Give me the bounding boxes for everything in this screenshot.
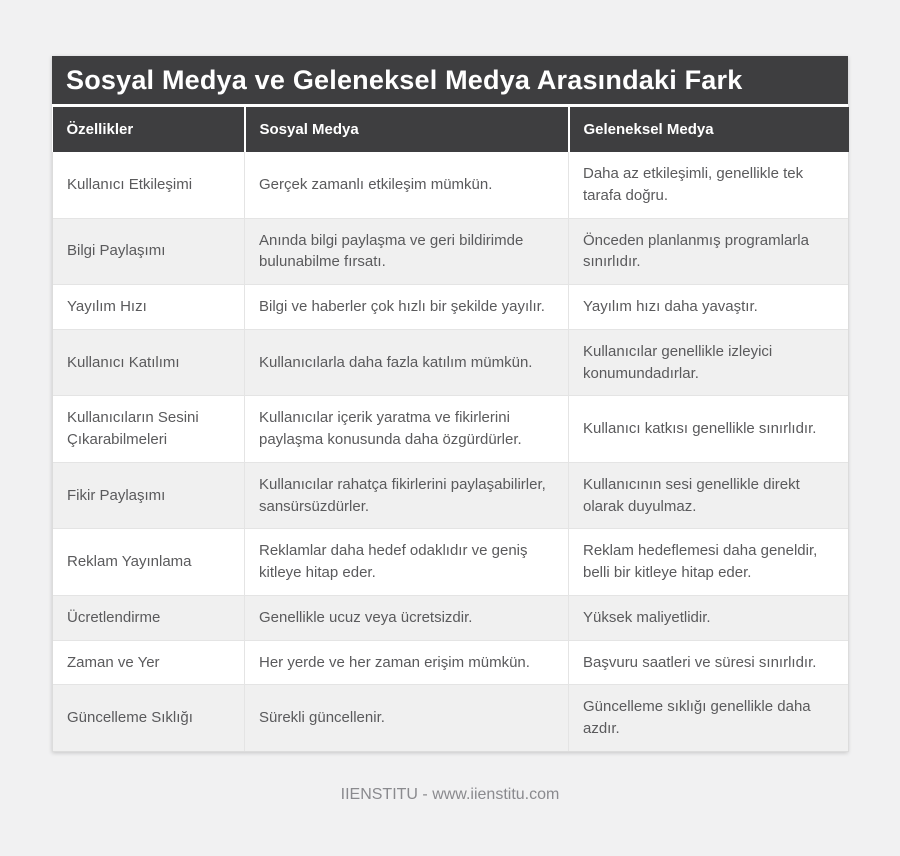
- feature-cell: Kullanıcıların Sesini Çıkarabilmeleri: [53, 396, 245, 463]
- feature-cell: Bilgi Paylaşımı: [53, 218, 245, 285]
- feature-cell: Reklam Yayınlama: [53, 529, 245, 596]
- column-header-social-media: Sosyal Medya: [245, 107, 569, 152]
- table-row: [53, 595, 849, 640]
- table-title-bar: [52, 56, 848, 104]
- header-row: [53, 107, 849, 152]
- social-media-cell: Kullanıcılar içerik yaratma ve fikirlerini paylaşma konusunda daha özgürdürler.: [245, 396, 569, 463]
- column-header-features: Özellikler: [53, 107, 245, 152]
- feature-cell: Kullanıcı Etkileşimi: [53, 152, 245, 218]
- social-media-cell: Bilgi ve haberler çok hızlı bir şekilde yayılır.: [245, 285, 569, 330]
- footer-credit: IIENSTITU - www.iienstitu.com: [340, 786, 560, 803]
- table-row: [53, 329, 849, 396]
- table-row: [53, 529, 849, 596]
- social-media-cell: Gerçek zamanlı etkileşim mümkün.: [245, 152, 569, 218]
- table-row: [53, 640, 849, 685]
- feature-cell: Fikir Paylaşımı: [53, 462, 245, 529]
- traditional-media-cell: Kullanıcı katkısı genellikle sınırlıdır.: [569, 396, 849, 463]
- feature-cell: Güncelleme Sıklığı: [53, 685, 245, 752]
- social-media-cell: Kullanıcılar rahatça fikirlerini paylaşabilirler, sansürsüzdürler.: [245, 462, 569, 529]
- comparison-table-card: [52, 56, 848, 752]
- social-media-cell: Sürekli güncellenir.: [245, 685, 569, 752]
- page-title: Sosyal Medya ve Geleneksel Medya Arasındaki Fark: [66, 64, 743, 95]
- traditional-media-cell: Önceden planlanmış programlarla sınırlıdır.: [569, 218, 849, 285]
- comparison-table: [52, 107, 849, 752]
- table-row: [53, 285, 849, 330]
- column-header-traditional-media: Geleneksel Medya: [569, 107, 849, 152]
- social-media-cell: Her yerde ve her zaman erişim mümkün.: [245, 640, 569, 685]
- traditional-media-cell: Reklam hedeflemesi daha geneldir, belli bir kitleye hitap eder.: [569, 529, 849, 596]
- traditional-media-cell: Yüksek maliyetlidir.: [569, 595, 849, 640]
- table-row: [53, 396, 849, 463]
- social-media-cell: Reklamlar daha hedef odaklıdır ve geniş kitleye hitap eder.: [245, 529, 569, 596]
- traditional-media-cell: Güncelleme sıklığı genellikle daha azdır.: [569, 685, 849, 752]
- traditional-media-cell: Kullanıcılar genellikle izleyici konumundadırlar.: [569, 329, 849, 396]
- feature-cell: Zaman ve Yer: [53, 640, 245, 685]
- feature-cell: Ücretlendirme: [53, 595, 245, 640]
- table-row: [53, 685, 849, 752]
- traditional-media-cell: Yayılım hızı daha yavaştır.: [569, 285, 849, 330]
- social-media-cell: Kullanıcılarla daha fazla katılım mümkün.: [245, 329, 569, 396]
- traditional-media-cell: Kullanıcının sesi genellikle direkt olarak duyulmaz.: [569, 462, 849, 529]
- feature-cell: Kullanıcı Katılımı: [53, 329, 245, 396]
- feature-cell: Yayılım Hızı: [53, 285, 245, 330]
- traditional-media-cell: Başvuru saatleri ve süresi sınırlıdır.: [569, 640, 849, 685]
- social-media-cell: Genellikle ucuz veya ücretsizdir.: [245, 595, 569, 640]
- table-row: [53, 152, 849, 218]
- traditional-media-cell: Daha az etkileşimli, genellikle tek tarafa doğru.: [569, 152, 849, 218]
- social-media-cell: Anında bilgi paylaşma ve geri bildirimde bulunabilme fırsatı.: [245, 218, 569, 285]
- table-row: [53, 462, 849, 529]
- table-row: [53, 218, 849, 285]
